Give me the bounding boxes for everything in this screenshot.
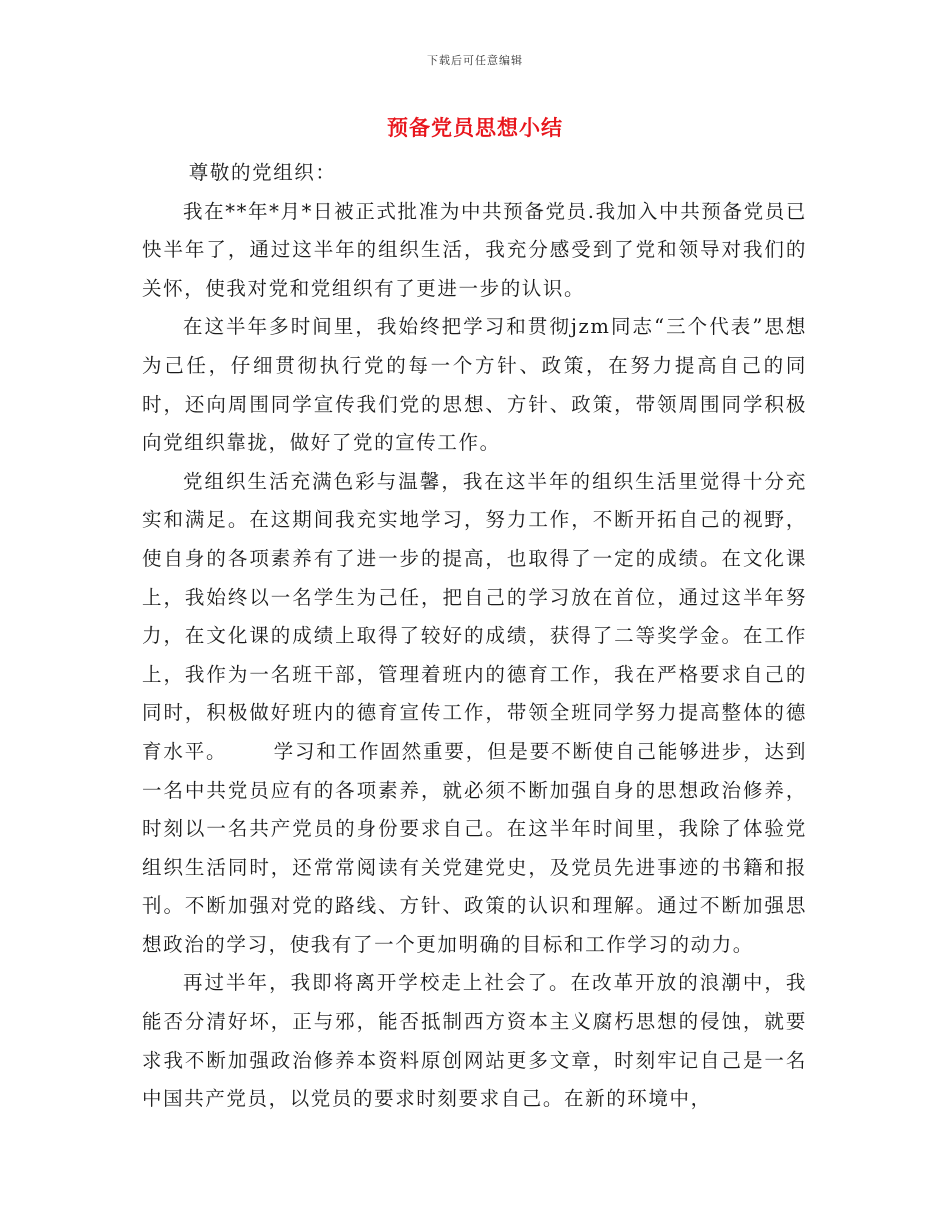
paragraph-3-part-1: 党组织生活充满色彩与温馨，我在这半年的组织生活里觉得十分充实和满足。在这期间我充实地学习，努力工作，不断开拓自己的视野，使自身的各项素养有了进一步的提高，也取得了一定的成绩。在文化课上，我始终以一名学生为己任，把自己的学习放在首位，通过这半年努力，在文化课的成绩上取得了较好的成绩，获得了二等奖学金。在工作上，我作为一名班干部，管理着班内的德育工作，我在严格要求自己的同时，积极做好班内的德育宣传工作，带领全班同学努力提高整体的德育水平。 (142, 469, 807, 763)
paragraph-2: 在这半年多时间里，我始终把学习和贯彻jzm同志“三个代表”思想为己任，仔细贯彻执行党的每一个方针、政策，在努力提高自己的同时，还向周围同学宣传我们党的思想、方针、政策，带领周围同学积极向党组织靠拢，做好了党的宣传工作。 (142, 315, 807, 455)
paragraph-4: 再过半年，我即将离开学校走上社会了。在改革开放的浪潮中，我能否分清好坏，正与邪，能否抵制西方资本主义腐朽思想的侵蚀，就要求我不断加强政治修养本资料原创网站更多文章，时刻牢记自己是一名中国共产党员，以党员的要求时刻要求自己。在新的环境中， (142, 971, 807, 1111)
document-body (142, 154, 807, 1119)
paragraph-1: 我在**年*月*日被正式批准为中共预备党员.我加入中共预备党员已快半年了，通过这半年的组织生活，我充分感受到了党和领导对我们的关怀，使我对党和党组织有了更进一步的认识。 (142, 199, 807, 300)
salutation: 尊敬的党组织： (188, 161, 337, 184)
document-title: 预备党员思想小结 (387, 115, 563, 140)
paragraph-3-part-2: 学习和工作固然重要，但是要不断使自己能够进步，达到一名中共党员应有的各项素养，就必须不断加强自身的思想政治修养，时刻以一名共产党员的身份要求自己。在这半年时间里，我除了体验党组织生活同时，还常常阅读有关党建党史，及党员先进事迹的书籍和报刊。不断加强对党的路线、方针、政策的认识和理解。通过不断加强思想政治的学习，使我有了一个更加明确的目标和工作学习的动力。 (142, 739, 807, 956)
header-note: 下载后可任意编辑 (427, 54, 523, 67)
paragraph-3 (142, 463, 807, 965)
